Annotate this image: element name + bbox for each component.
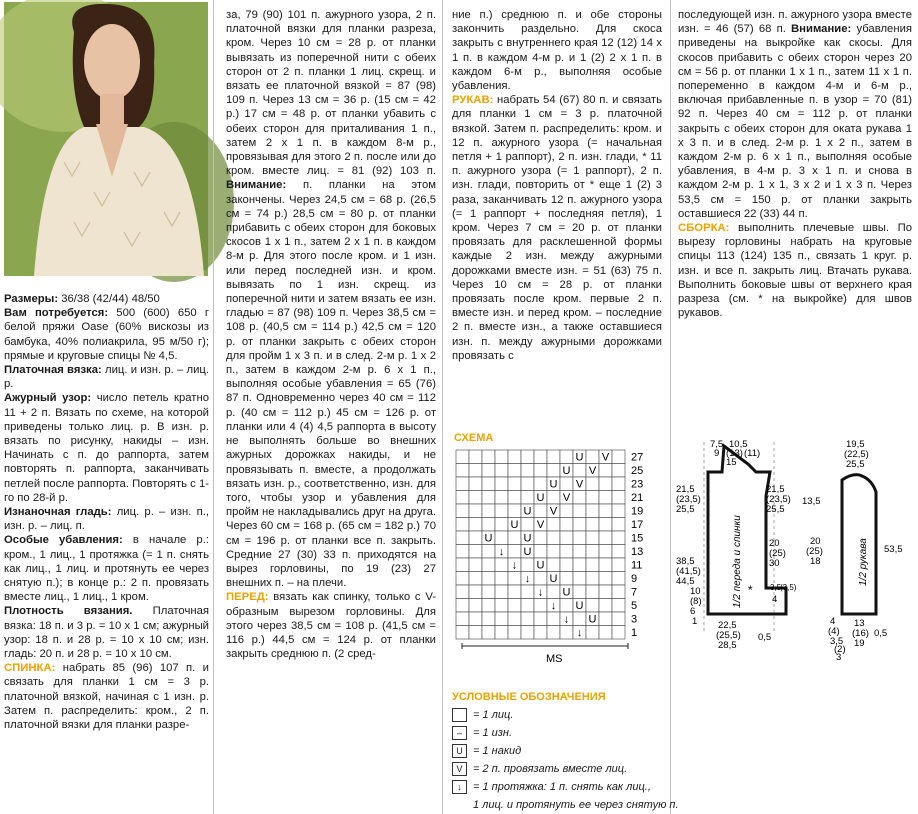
svg-text:21,5: 21,5 <box>676 484 695 495</box>
chart-cell <box>534 572 547 586</box>
chart-cell <box>495 450 508 464</box>
chart-cell <box>560 572 573 586</box>
svg-text:19,5: 19,5 <box>846 439 865 450</box>
lace-chart <box>452 446 664 672</box>
chart-cell <box>534 464 547 478</box>
chart-cell <box>482 491 495 505</box>
chart-cell <box>612 558 625 572</box>
chart-cell <box>586 572 599 586</box>
svg-text:(4): (4) <box>828 626 840 637</box>
chart-cell <box>482 518 495 532</box>
chart-cell <box>599 558 612 572</box>
chart-cell <box>508 599 521 613</box>
back-cont-text-2: п. планки на этом закончены. Через 24,5 см = 68 р. (26,5 см = 74 р.) 28,5 см = 80 р. от планки прибавить с обеих сторон для боковых скосов 1 х 1 п., затем 2 х 1 п. в каждом 8-м р. Для этого после кром. и 1 изн. или перед последней изн. и кром. вывязать по 1 изн. скрещ. из поперечной нити и затем вязать ее изн. гладью = 87 (98) 109 п. Через 38,5 см = 108 р. (40,5 см = 114 р.) 42,5 см = 120 р. от планки закрыть с обеих сторон для пройм 1 х 3 п. и в след. 2-м р. 1 х 2 п., затем в каждом 2-м р. 6 х 1 п., выполняя особые убавления = 65 (76) 87 п. Одновременно через 40 см = 112 р. (40 см = 112 р.) 45 см = 126 р. от планки или 4 (4) 4,5 раппорта в высоту не выполнять больше во внешних ажурных дорожках накиды, и не провязывать п. вместе, а продолжать вязать изн. р., соответственно, изн. для того, чтобы узор и убавления для пройм не накладывались друг на друга. Через 60 см = 168 р. (65 см = 182 р.) 70 см = 196 р. от планки все п. закрыть. Средние 27 (30) 33 п. приходятся на вырез горловины, по 19 (23) 27 внешних п. – на плечи. <box>226 179 436 590</box>
svg-text:25,5: 25,5 <box>676 504 695 515</box>
chart-cell <box>599 531 612 545</box>
chart-cell <box>560 545 573 559</box>
svg-text:20: 20 <box>810 536 821 547</box>
svg-text:10: 10 <box>690 586 701 597</box>
svg-text:3: 3 <box>836 652 842 663</box>
chart-symbol: V <box>562 492 571 504</box>
svg-text:(41,5): (41,5) <box>676 566 701 577</box>
svg-text:25,5: 25,5 <box>846 459 865 470</box>
chart-cell <box>599 612 612 626</box>
chart-cell <box>547 545 560 559</box>
column-2 <box>226 8 436 812</box>
chart-cell <box>495 585 508 599</box>
body-piece-label: 1/2 переда и спинки <box>732 515 743 608</box>
svg-text:28,5: 28,5 <box>718 640 737 651</box>
chart-cell <box>560 518 573 532</box>
column-4 <box>678 8 912 406</box>
chart-cell <box>482 585 495 599</box>
svg-text:7,5: 7,5 <box>710 439 724 450</box>
chart-cell <box>469 518 482 532</box>
chart-symbol: V <box>601 451 610 464</box>
chart-cell <box>456 531 469 545</box>
attention-label: Внимание: <box>226 179 287 192</box>
sleeve-label: РУКАВ: <box>452 94 494 107</box>
materials-label: Вам потребуется: <box>4 307 109 320</box>
chart-cell <box>495 518 508 532</box>
chart-cell <box>560 558 573 572</box>
lace-label: Ажурный узор: <box>4 392 92 405</box>
chart-cell <box>573 531 586 545</box>
chart-cell <box>612 477 625 491</box>
sleeve-cont-text-2: убавления приведены на выкройке как скосы. Для скосов прибавить с обеих сторон через 20 см = 56 р. от планки 1 х 1 п., затем 11 х 1 п. попеременно в каждом 4-м и 6-м р., включая прибавленные п. в узор = 70 (81) 92 п. Через 40 см = 112 р. от планки закрыть с обеих сторон для оката рукава 1 х 3 п. и в след. 2-м р. 1 х 2 п., затем в каждом 2-м р. 6 х 1 п., выполняя особые убавления, в 4-м р. 3 х 1 п. и снова в каждом 2-м р. 1 х 1, 3 х 2 и 1 х 3 п. Через 53,5 см = 150 р. от планки закрыть оставшиеся 22 (33) 44 п. <box>678 23 912 220</box>
svg-text:6: 6 <box>690 606 696 617</box>
dec-value: в начале р.: кром., 1 лиц., 1 протяжка (= 1 п. снять как лиц., 1 лиц. и протянуть ее через снятую п.); в конце р.: 2 п. провязать вместе лиц., 1 лиц., 1 кром. <box>4 534 209 604</box>
back-value: набрать 85 (96) 107 п. и связать для планки 1 см = 3 р. платочной вязкой, начиная с 1 изн. р. Затем п. распределить: кром., 2 п. платочной вязки для планки разре- <box>4 662 209 732</box>
chart-cell <box>612 531 625 545</box>
chart-cell <box>599 599 612 613</box>
chart-cell <box>586 450 599 464</box>
chart-cell <box>560 450 573 464</box>
legend-item: 1 лиц. и протянуть ее через снятую п. <box>473 799 679 811</box>
svg-text:1: 1 <box>692 616 698 627</box>
chart-symbol: V <box>575 478 584 491</box>
chart-row-number: 3 <box>631 613 638 626</box>
gauge-label: Плотность вязания. <box>4 605 133 618</box>
stockinette-value: лиц. р. – изн. п., изн. р. – лиц. п. <box>4 506 209 533</box>
chart-symbol: U <box>523 505 532 518</box>
svg-text:(25,5): (25,5) <box>716 630 741 641</box>
gauge-value: Платочная вязка: 18 п. и 3 р. = 10 х 1 см; ажурный узор: 18 п. и 28 р. = 10 х 10 см; изн. гладь: 20 п. и 28 р. = 10 х 10 см. <box>4 605 209 661</box>
attention-label-2: Внимание: <box>785 23 852 36</box>
model-photo <box>4 2 208 276</box>
chart-cell <box>482 464 495 478</box>
chart-cell <box>573 504 586 518</box>
chart-cell <box>469 558 482 572</box>
svg-text:3,5: 3,5 <box>770 583 782 592</box>
chart-cell <box>469 572 482 586</box>
chart-cell <box>495 599 508 613</box>
chart-cell <box>599 626 612 640</box>
chart-cell <box>482 599 495 613</box>
svg-text:20: 20 <box>769 538 780 549</box>
chart-cell <box>495 612 508 626</box>
chart-cell <box>612 504 625 518</box>
chart-cell <box>612 572 625 586</box>
chart-cell <box>508 585 521 599</box>
chart-cell <box>456 518 469 532</box>
chart-symbol: U <box>562 465 571 477</box>
chart-cell <box>521 626 534 640</box>
chart-cell <box>456 585 469 599</box>
chart-cell <box>469 585 482 599</box>
sizes-label: Размеры: <box>4 293 59 305</box>
chart-cell <box>586 558 599 572</box>
chart-cell <box>547 585 560 599</box>
svg-text:4: 4 <box>830 616 836 627</box>
chart-cell <box>456 558 469 572</box>
chart-cell <box>586 599 599 613</box>
garter-value: лиц. и изн. р. – лиц. р. <box>4 364 209 391</box>
svg-text:(25): (25) <box>769 548 786 559</box>
chart-cell <box>469 626 482 640</box>
chart-cell <box>521 518 534 532</box>
chart-cell <box>599 477 612 491</box>
chart-cell <box>456 626 469 640</box>
svg-text:*: * <box>748 583 753 597</box>
assembly-label: СБОРКА: <box>678 222 730 235</box>
chart-cell <box>573 545 586 559</box>
chart-cell <box>521 612 534 626</box>
chart-symbol: U <box>562 586 571 599</box>
sleeve-value: набрать 54 (67) 80 п. и связать для планки 1 см = 3 р. платочной вязкой. Затем п. распределить: кром. и 12 п. ажурного узора (= начальная петля + 1 раппорт), 2 п. изн. глади, * 11 п. ажурного узора (= 1 раппорт), 2 п. изн. глади, повторить от * еще 1 (2) 3 раза, заканчивать 12 п. ажурного узора (= 1 раппорт + последняя петля), 1 кром. Через 7 см = 20 р. от планки провязать для расклешенной формы каждые 2 изн. между ажурными дорожками вместе изн. = 51 (63) 75 п. Через 10 см = 28 р. от планки провязать после кром. первые 2 п. вместе изн. и перед кром. – последние 2 п. вместе изн., а также оставшиеся изн. п. между ажурными дорожками провязать с <box>452 94 662 362</box>
skp-symbol-icon: ↓ <box>452 780 467 794</box>
svg-text:44,5: 44,5 <box>676 576 695 587</box>
assembly-value: выполнить плечевые швы. По вырезу горловины набрать на круговые спицы 113 (124) 135 п., связать 1 круг. р. изн. и все п. закрыть лиц. Втачать рукава. Выполнить боковые швы от верхнего края разреза (см. * на выкройке) для швов рукавов. <box>678 222 912 320</box>
chart-cell <box>534 450 547 464</box>
chart-cell <box>612 626 625 640</box>
svg-text:(2): (2) <box>834 644 846 655</box>
chart-row-number: 23 <box>631 478 644 491</box>
chart-cell <box>560 477 573 491</box>
materials-value: 500 (600) 650 г белой пряжи Oase (60% вискозы из бамбука, 40% полиакрила, 95 м/50 г); прямые и круговые спицы № 4,5. <box>4 307 209 362</box>
chart-cell <box>508 545 521 559</box>
chart-cell <box>573 491 586 505</box>
chart-symbol: U <box>484 532 493 545</box>
sleeve-cont-text: последующей изн. п. ажурного узора вместе изн. = 46 (57) 68 п. <box>678 9 912 36</box>
chart-cell <box>482 450 495 464</box>
chart-cell <box>521 491 534 505</box>
chart-cell <box>534 504 547 518</box>
chart-row-number: 15 <box>631 532 644 545</box>
chart-symbol: U <box>575 451 584 464</box>
chart-cell <box>573 518 586 532</box>
chart-cell <box>521 599 534 613</box>
chart-symbol: ↓ <box>524 573 531 585</box>
chart-row-number: 21 <box>631 492 644 504</box>
chart-cell <box>612 599 625 613</box>
chart-symbol: V <box>536 519 545 531</box>
chart-cell <box>547 531 560 545</box>
chart-cell <box>469 599 482 613</box>
chart-cell <box>456 599 469 613</box>
chart-cell <box>456 450 469 464</box>
chart-cell <box>547 464 560 478</box>
chart-cell <box>599 464 612 478</box>
chart-row-number: 7 <box>631 586 638 599</box>
column-divider <box>442 0 443 814</box>
chart-symbol: ↓ <box>511 559 518 572</box>
legend-item: – = 1 изн. <box>452 724 692 742</box>
chart-cell <box>482 545 495 559</box>
chart-cell <box>560 531 573 545</box>
sleeve-schematic <box>796 436 914 676</box>
ms-label: MS <box>546 653 563 665</box>
chart-symbol: ↓ <box>498 546 505 558</box>
chart-cell <box>573 558 586 572</box>
svg-text:19: 19 <box>854 638 865 649</box>
dec-label: Особые убавления: <box>4 534 123 547</box>
chart-symbol: ↓ <box>537 586 544 599</box>
chart-cell <box>547 518 560 532</box>
chart-cell <box>469 491 482 505</box>
chart-cell <box>508 477 521 491</box>
chart-cell <box>495 572 508 586</box>
chart-cell <box>469 450 482 464</box>
lace-value: число петель кратно 11 + 2 п. Вязать по схеме, на которой приведены только лиц. р. В изн. р. вязать по рисунку, накиды – изн. Начинать с п. до раппорта, затем повторять п. раппорта, заканчивать петлей после раппорта. Повторять с 1-го по 28-й р. <box>4 392 209 504</box>
chart-symbol: U <box>523 532 532 545</box>
chart-symbol: U <box>536 492 545 504</box>
svg-text:(3,5): (3,5) <box>780 583 797 592</box>
stockinette-label: Изнаночная гладь: <box>4 506 112 519</box>
chart-row-number: 1 <box>631 627 638 639</box>
chart-cell <box>586 585 599 599</box>
chart-cell <box>508 491 521 505</box>
chart-symbol: V <box>588 465 597 477</box>
svg-text:(8): (8) <box>690 596 702 607</box>
chart-cell <box>495 531 508 545</box>
chart-cell <box>547 612 560 626</box>
chart-cell <box>586 531 599 545</box>
chart-symbol: U <box>549 478 558 491</box>
chart-cell <box>586 626 599 640</box>
chart-cell <box>508 450 521 464</box>
svg-text:(25): (25) <box>806 546 823 557</box>
front-label: ПЕРЕД: <box>226 591 269 604</box>
chart-symbol: U <box>523 546 532 558</box>
chart-cell <box>521 558 534 572</box>
chart-cell <box>534 612 547 626</box>
back-cont-text: за, 79 (90) 101 п. ажурного узора, 2 п. платочной вязки для планки разреза, кром. Через 10 см = 28 р. от планки вывязать из поперечной нити с обеих сторон от 2 п. планки 1 лиц. скрещ. и вязать ее платочной вязкой = 87 (98) 109 п. Через 13 см = 36 р. (15 см = 42 р.) 17 см = 48 р. от планки убавить с обеих сторон для приталивания 1 п., затем 2 х 1 п. в каждом 8-м р., провязывая для этого 2 п. после или до кром. вместе лиц. = 81 (92) 103 п. <box>226 9 436 178</box>
chart-cell <box>495 558 508 572</box>
chart-cell <box>612 585 625 599</box>
chart-cell <box>547 626 560 640</box>
chart-symbol: U <box>549 573 558 585</box>
chart-cell <box>599 491 612 505</box>
chart-cell <box>534 626 547 640</box>
legend-item: = 1 лиц. <box>452 706 692 724</box>
column-3 <box>452 8 662 426</box>
chart-cell <box>547 491 560 505</box>
legend-item: V = 2 п. провязать вместе лиц. <box>452 760 692 778</box>
chart-cell <box>586 477 599 491</box>
chart-cell <box>612 464 625 478</box>
chart-symbol: ↓ <box>576 627 583 639</box>
svg-text:13: 13 <box>854 618 865 629</box>
chart-cell <box>547 558 560 572</box>
chart-cell <box>534 477 547 491</box>
chart-cell <box>599 504 612 518</box>
chart-cell <box>456 612 469 626</box>
svg-text:22,5: 22,5 <box>718 620 737 631</box>
chart-cell <box>456 491 469 505</box>
chart-row-number: 25 <box>631 465 644 477</box>
legend-item: ↓ = 1 протяжка: 1 п. снять как лиц., <box>452 778 692 796</box>
chart-cell <box>521 477 534 491</box>
chart-cell <box>508 572 521 586</box>
svg-text:10,5: 10,5 <box>729 439 748 450</box>
sizes-value: 36/38 (42/44) 48/50 <box>58 293 160 305</box>
chart-cell <box>495 626 508 640</box>
body-schematic <box>674 436 797 676</box>
chart-row-number: 17 <box>631 519 644 531</box>
svg-text:(11): (11) <box>744 448 761 459</box>
chart-cell <box>521 450 534 464</box>
chart-cell <box>586 545 599 559</box>
chart-cell <box>456 477 469 491</box>
chart-cell <box>573 572 586 586</box>
chart-cell <box>534 599 547 613</box>
k2tog-symbol-icon: V <box>452 762 467 776</box>
chart-row-number: 13 <box>631 546 644 558</box>
chart-cell <box>521 464 534 478</box>
front-value: вязать как спинку, только с V-образным вырезом горловины. Для этого через 38,5 см = 108 р. (41,5 см = 116 р.) 44,5 см = 124 р. от планки закрыть среднюю п. (2 сред- <box>226 591 436 661</box>
svg-text:(23,5): (23,5) <box>676 494 701 505</box>
column-divider <box>213 0 214 814</box>
legend-title: УСЛОВНЫЕ ОБОЗНАЧЕНИЯ <box>452 691 606 703</box>
chart-cell <box>586 518 599 532</box>
back-label: СПИНКА: <box>4 662 56 675</box>
chart-cell <box>521 585 534 599</box>
legend <box>452 688 692 814</box>
svg-text:15: 15 <box>726 457 737 468</box>
chart-cell <box>482 612 495 626</box>
front-cont-text: ние п.) среднюю п. и обе стороны закончить раздельно. Для скоса закрыть с внутреннего края 12 (12) 14 х 1 п. в каждом 4-м р. и 1 (2) 2 х 1 п. в каждом 6-м р., выполняя особые убавления. <box>452 9 662 93</box>
chart-symbol: ↓ <box>563 613 570 626</box>
chart-cell <box>456 545 469 559</box>
svg-text:(22,5): (22,5) <box>844 449 869 460</box>
chart-cell <box>573 585 586 599</box>
sleeve-piece-label: 1/2 рукава <box>858 538 869 586</box>
svg-text:25,5: 25,5 <box>766 504 785 515</box>
chart-cell <box>495 491 508 505</box>
chart-cell <box>560 504 573 518</box>
chart-row-number: 5 <box>631 600 638 612</box>
chart-cell <box>469 612 482 626</box>
chart-cell <box>456 572 469 586</box>
chart-symbol: ↓ <box>550 600 557 612</box>
chart-cell <box>508 464 521 478</box>
knit-symbol-icon <box>452 708 467 722</box>
chart-cell <box>482 477 495 491</box>
yarn-over-symbol-icon: U <box>452 744 467 758</box>
chart-cell <box>534 531 547 545</box>
svg-text:3,5: 3,5 <box>830 636 844 647</box>
svg-text:18: 18 <box>810 556 821 567</box>
chart-cell <box>508 612 521 626</box>
chart-symbol: U <box>536 559 545 572</box>
chart-cell <box>612 491 625 505</box>
chart-cell <box>599 545 612 559</box>
chart-cell <box>612 612 625 626</box>
chart-cell <box>456 464 469 478</box>
chart-cell <box>573 464 586 478</box>
chart-symbol: U <box>510 519 519 531</box>
chart-cell <box>560 626 573 640</box>
svg-text:38,5: 38,5 <box>676 556 695 567</box>
chart-cell <box>456 504 469 518</box>
chart-cell <box>482 626 495 640</box>
chart-cell <box>469 545 482 559</box>
svg-text:9: 9 <box>714 448 720 459</box>
chart-row-number: 27 <box>631 451 644 464</box>
column-1 <box>4 292 209 812</box>
legend-item: U = 1 накид <box>452 742 692 760</box>
chart-cell <box>495 477 508 491</box>
chart-cell <box>547 450 560 464</box>
chart-cell <box>495 504 508 518</box>
chart-cell <box>495 464 508 478</box>
chart-cell <box>482 504 495 518</box>
svg-text:(23,5): (23,5) <box>766 494 791 505</box>
chart-row-number: 19 <box>631 505 644 518</box>
chart-cell <box>469 504 482 518</box>
svg-text:30: 30 <box>769 558 780 569</box>
chart-cell <box>508 531 521 545</box>
svg-text:13,5: 13,5 <box>802 496 821 507</box>
svg-text:(16): (16) <box>852 628 869 639</box>
chart-cell <box>599 572 612 586</box>
chart-cell <box>508 626 521 640</box>
chart-row-number: 11 <box>631 559 643 572</box>
chart-cell <box>599 518 612 532</box>
svg-text:4: 4 <box>772 594 778 605</box>
chart-cell <box>534 545 547 559</box>
chart-symbol: U <box>575 600 584 612</box>
chart-cell <box>612 545 625 559</box>
chart-cell <box>482 572 495 586</box>
purl-symbol-icon: – <box>452 726 467 740</box>
chart-cell <box>508 504 521 518</box>
chart-cell <box>586 491 599 505</box>
chart-cell <box>560 599 573 613</box>
chart-cell <box>482 558 495 572</box>
svg-text:(13): (13) <box>726 448 743 459</box>
garter-label: Платочная вязка: <box>4 364 102 377</box>
chart-cell <box>573 612 586 626</box>
chart-cell <box>612 518 625 532</box>
chart-cell <box>469 477 482 491</box>
svg-text:0,5: 0,5 <box>874 628 888 639</box>
chart-cell <box>599 585 612 599</box>
svg-text:53,5: 53,5 <box>884 544 903 555</box>
chart-symbol: V <box>549 505 558 518</box>
chart-cell <box>469 464 482 478</box>
chart-cell <box>612 450 625 464</box>
svg-text:0,5: 0,5 <box>758 632 772 643</box>
chart-symbol: U <box>588 613 597 626</box>
chart-cell <box>586 504 599 518</box>
svg-text:21,5: 21,5 <box>766 484 785 495</box>
chart-cell <box>469 531 482 545</box>
chart-title: СХЕМА <box>454 432 494 444</box>
chart-row-number: 9 <box>631 573 638 585</box>
